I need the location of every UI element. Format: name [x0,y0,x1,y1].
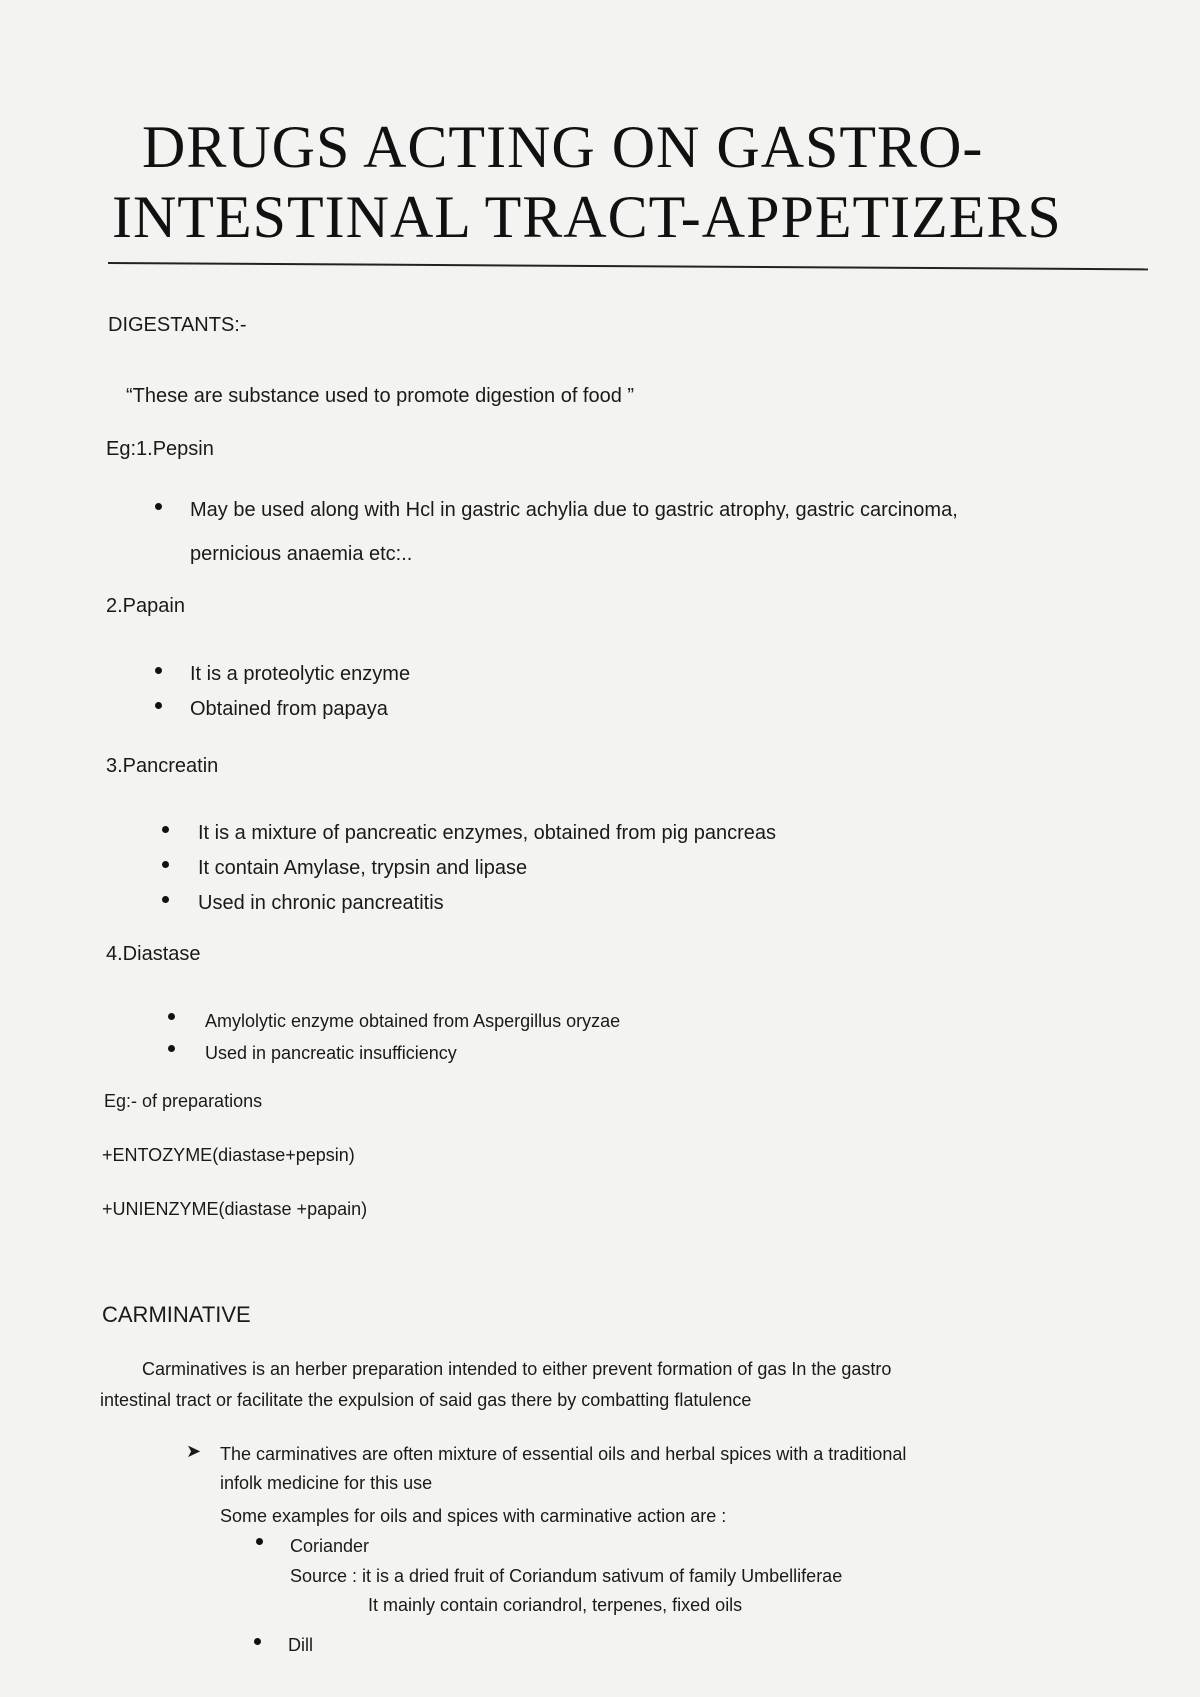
preparation-item-2: +UNIENZYME(diastase +papain) [102,1199,368,1219]
coriander-name: Coriander [290,1536,370,1556]
carminative-arrow-line-1: The carminatives are often mixture of essential oils and herbal spices with a traditional [220,1444,907,1464]
papain-bullet-2: Obtained from papaya [190,698,388,720]
diastase-bullet-1: Amylolytic enzyme obtained from Aspergillus oryzae [205,1011,621,1031]
dill-name: Dill [288,1635,313,1655]
carminative-arrow-line-2: infolk medicine for this use [220,1473,433,1493]
diastase-label: 4.Diastase [106,943,201,965]
pancreatin-label: 3.Pancreatin [106,755,219,777]
bullet-icon [155,667,162,674]
bullet-icon [254,1638,261,1645]
pancreatin-bullet-1: It is a mixture of pancreatic enzymes, obtained from pig pancreas [198,822,777,844]
coriander-contents: It mainly contain coriandrol, terpenes, fixed oils [368,1595,743,1615]
bullet-icon [162,826,169,833]
pepsin-bullet-line-2: pernicious anaemia etc:.. [190,543,413,565]
pepsin-label: Eg:1.Pepsin [106,438,214,460]
digestants-definition: “These are substance used to promote digestion of food ” [126,385,635,407]
coriander-source: Source : it is a dried fruit of Coriandum sativum of family Umbelliferae [290,1566,843,1586]
preparation-item-1: +ENTOZYME(diastase+pepsin) [102,1145,355,1165]
pancreatin-bullet-2: It contain Amylase, trypsin and lipase [198,857,528,879]
preparations-label: Eg:- of preparations [104,1091,263,1111]
bullet-icon [162,896,169,903]
bullet-icon [162,861,169,868]
title-line-2: INTESTINAL TRACT-APPETIZERS [112,184,1062,250]
title-line-1: DRUGS ACTING ON GASTRO- [142,114,984,180]
carminative-intro-line-1: Carminatives is an herber preparation intended to either prevent formation of gas In the gastro [142,1359,892,1379]
bullet-icon [256,1538,263,1545]
carminative-examples-intro: Some examples for oils and spices with carminative action are : [220,1506,727,1526]
pancreatin-bullet-3: Used in chronic pancreatitis [198,892,444,914]
pepsin-bullet-line-1: May be used along with Hcl in gastric achylia due to gastric atrophy, gastric carcinoma, [190,499,958,521]
diastase-bullet-2: Used in pancreatic insufficiency [205,1043,457,1063]
page-title [112,112,1152,252]
bullet-icon [168,1013,175,1020]
arrow-bullet-icon: ➤ [186,1441,202,1461]
title-underline [108,262,1148,270]
carminative-intro-line-2: intestinal tract or facilitate the expulsion of said gas there by combatting flatulence [100,1390,752,1410]
bullet-icon [168,1045,175,1052]
papain-label: 2.Papain [106,595,185,617]
papain-bullet-1: It is a proteolytic enzyme [190,663,411,685]
bullet-icon [155,503,162,510]
bullet-icon [155,702,162,709]
carminative-heading: CARMINATIVE [102,1302,251,1327]
digestants-heading: DIGESTANTS:- [108,314,247,336]
